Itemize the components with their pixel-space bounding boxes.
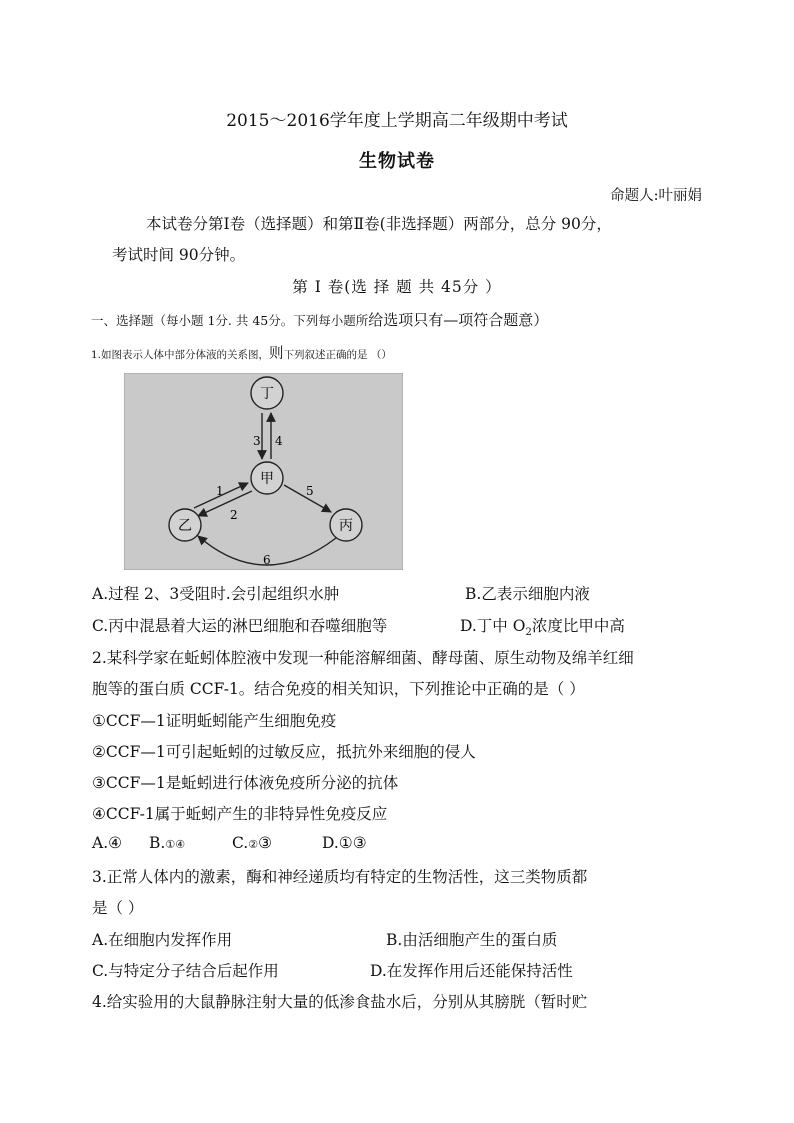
q1-option-c: C.丙中混悬着大运的淋巴细胞和吞噬细胞等 [92, 617, 388, 635]
q2-statement-1: ①CCF—1证明蚯蚓能产生细胞免疫 [92, 712, 337, 730]
label-5: 5 [306, 484, 314, 498]
q2-statement-2: ②CCF—1可引起蚯蚓的过敏反应，抵抗外来细胞的侵人 [92, 743, 476, 761]
author-line: 命题人:叶丽娟 [610, 188, 702, 204]
q3-option-a: A.在细胞内发挥作用 [92, 931, 233, 949]
section-heading [91, 309, 548, 330]
intro-line-2: 考试时间 90分钟。 [112, 246, 246, 264]
q1-option-a: A.过程 2、3受阻时.会引起组织水肿 [92, 585, 340, 603]
label-4: 4 [275, 434, 283, 448]
q2-stem-line-2: 胞等的蛋白质 CCF-1。结合免疫的相关知识，下列推论中正确的是（ ） [92, 680, 585, 698]
svg-text:甲: 甲 [260, 471, 274, 487]
q2-option-d: D.①③ [322, 834, 367, 852]
label-2: 2 [230, 508, 238, 522]
part-1-title: 第 I 卷(选 择 题 共 45分 ） [292, 278, 502, 296]
q2-statement-4: ④CCF-1属于蚯蚓产生的非特异性免疫反应 [92, 805, 388, 823]
q3-stem-line-1: 3.正常人体内的激素，酶和神经递质均有特定的生物活性，这三类物质都 [92, 868, 588, 886]
question-1-stem [91, 342, 392, 363]
q3-option-c: C.与特定分子结合后起作用 [92, 962, 279, 980]
q2-option-c-small: ② [248, 838, 259, 851]
svg-text:丁: 丁 [260, 386, 274, 402]
q2-option-b-small: ①④ [165, 838, 186, 851]
q2-option-c-pre: C. [232, 834, 249, 852]
q1-option-d-post: 浓度比甲中高 [531, 617, 625, 635]
q2-statement-3: ③CCF—1是蚯蚓进行体液免疫所分泌的抗体 [92, 774, 399, 792]
node-jia [251, 462, 283, 494]
label-3: 3 [253, 434, 261, 448]
q1-stem-part-1: 1.如图表示人体中部分体液的关系图， [91, 349, 270, 361]
q2-option-c-post: ③ [258, 834, 273, 852]
q1-option-d-sub: 2 [525, 627, 532, 639]
body-fluid-diagram [124, 373, 403, 570]
q1-option-d-pre: D.丁中 O [460, 617, 526, 635]
q2-option-b [149, 834, 185, 852]
label-6: 6 [263, 553, 271, 567]
q3-option-d: D.在发挥作用后还能保持活性 [370, 962, 573, 980]
exam-title: 2015～2016学年度上学期高二年级期中考试 [226, 111, 568, 131]
svg-text:丙: 丙 [339, 518, 353, 534]
q1-option-b: B.乙表示细胞内液 [465, 585, 590, 603]
node-yi [169, 509, 201, 541]
q1-stem-part-3: 下列叙述正确的是 （） [283, 349, 392, 361]
q2-stem-line-1: 2.某科学家在蚯蚓体腔液中发现一种能溶解细菌、酵母菌、原生动物及绵羊红细 [92, 649, 634, 667]
node-bing [330, 509, 362, 541]
q3-option-b: B.由活细胞产生的蛋白质 [386, 931, 558, 949]
label-1: 1 [216, 484, 224, 498]
q1-option-d [460, 614, 625, 638]
q2-option-a: A.④ [92, 834, 123, 852]
subject-title: 生物试卷 [359, 151, 435, 172]
node-ding [251, 377, 283, 409]
q2-option-c [232, 834, 272, 852]
section-heading-large: 给选项只有—项符合题意） [368, 311, 549, 329]
q3-stem-line-2: 是（ ） [92, 899, 144, 917]
svg-text:乙: 乙 [178, 518, 192, 534]
q1-stem-part-2: 则 [269, 346, 284, 362]
q4-stem-line-1: 4.给实验用的大鼠静脉注射大量的低渗食盐水后，分别从其膀胱（暂时贮 [92, 993, 588, 1011]
intro-line-1: 本试卷分第Ⅰ卷（选择题）和第Ⅱ卷(非选择题）两部分，总分 90分， [146, 215, 612, 233]
section-heading-small: 一、选择题（每小题 1分. 共 45分。下列每小题所 [91, 313, 369, 328]
q2-option-b-pre: B. [149, 834, 166, 852]
